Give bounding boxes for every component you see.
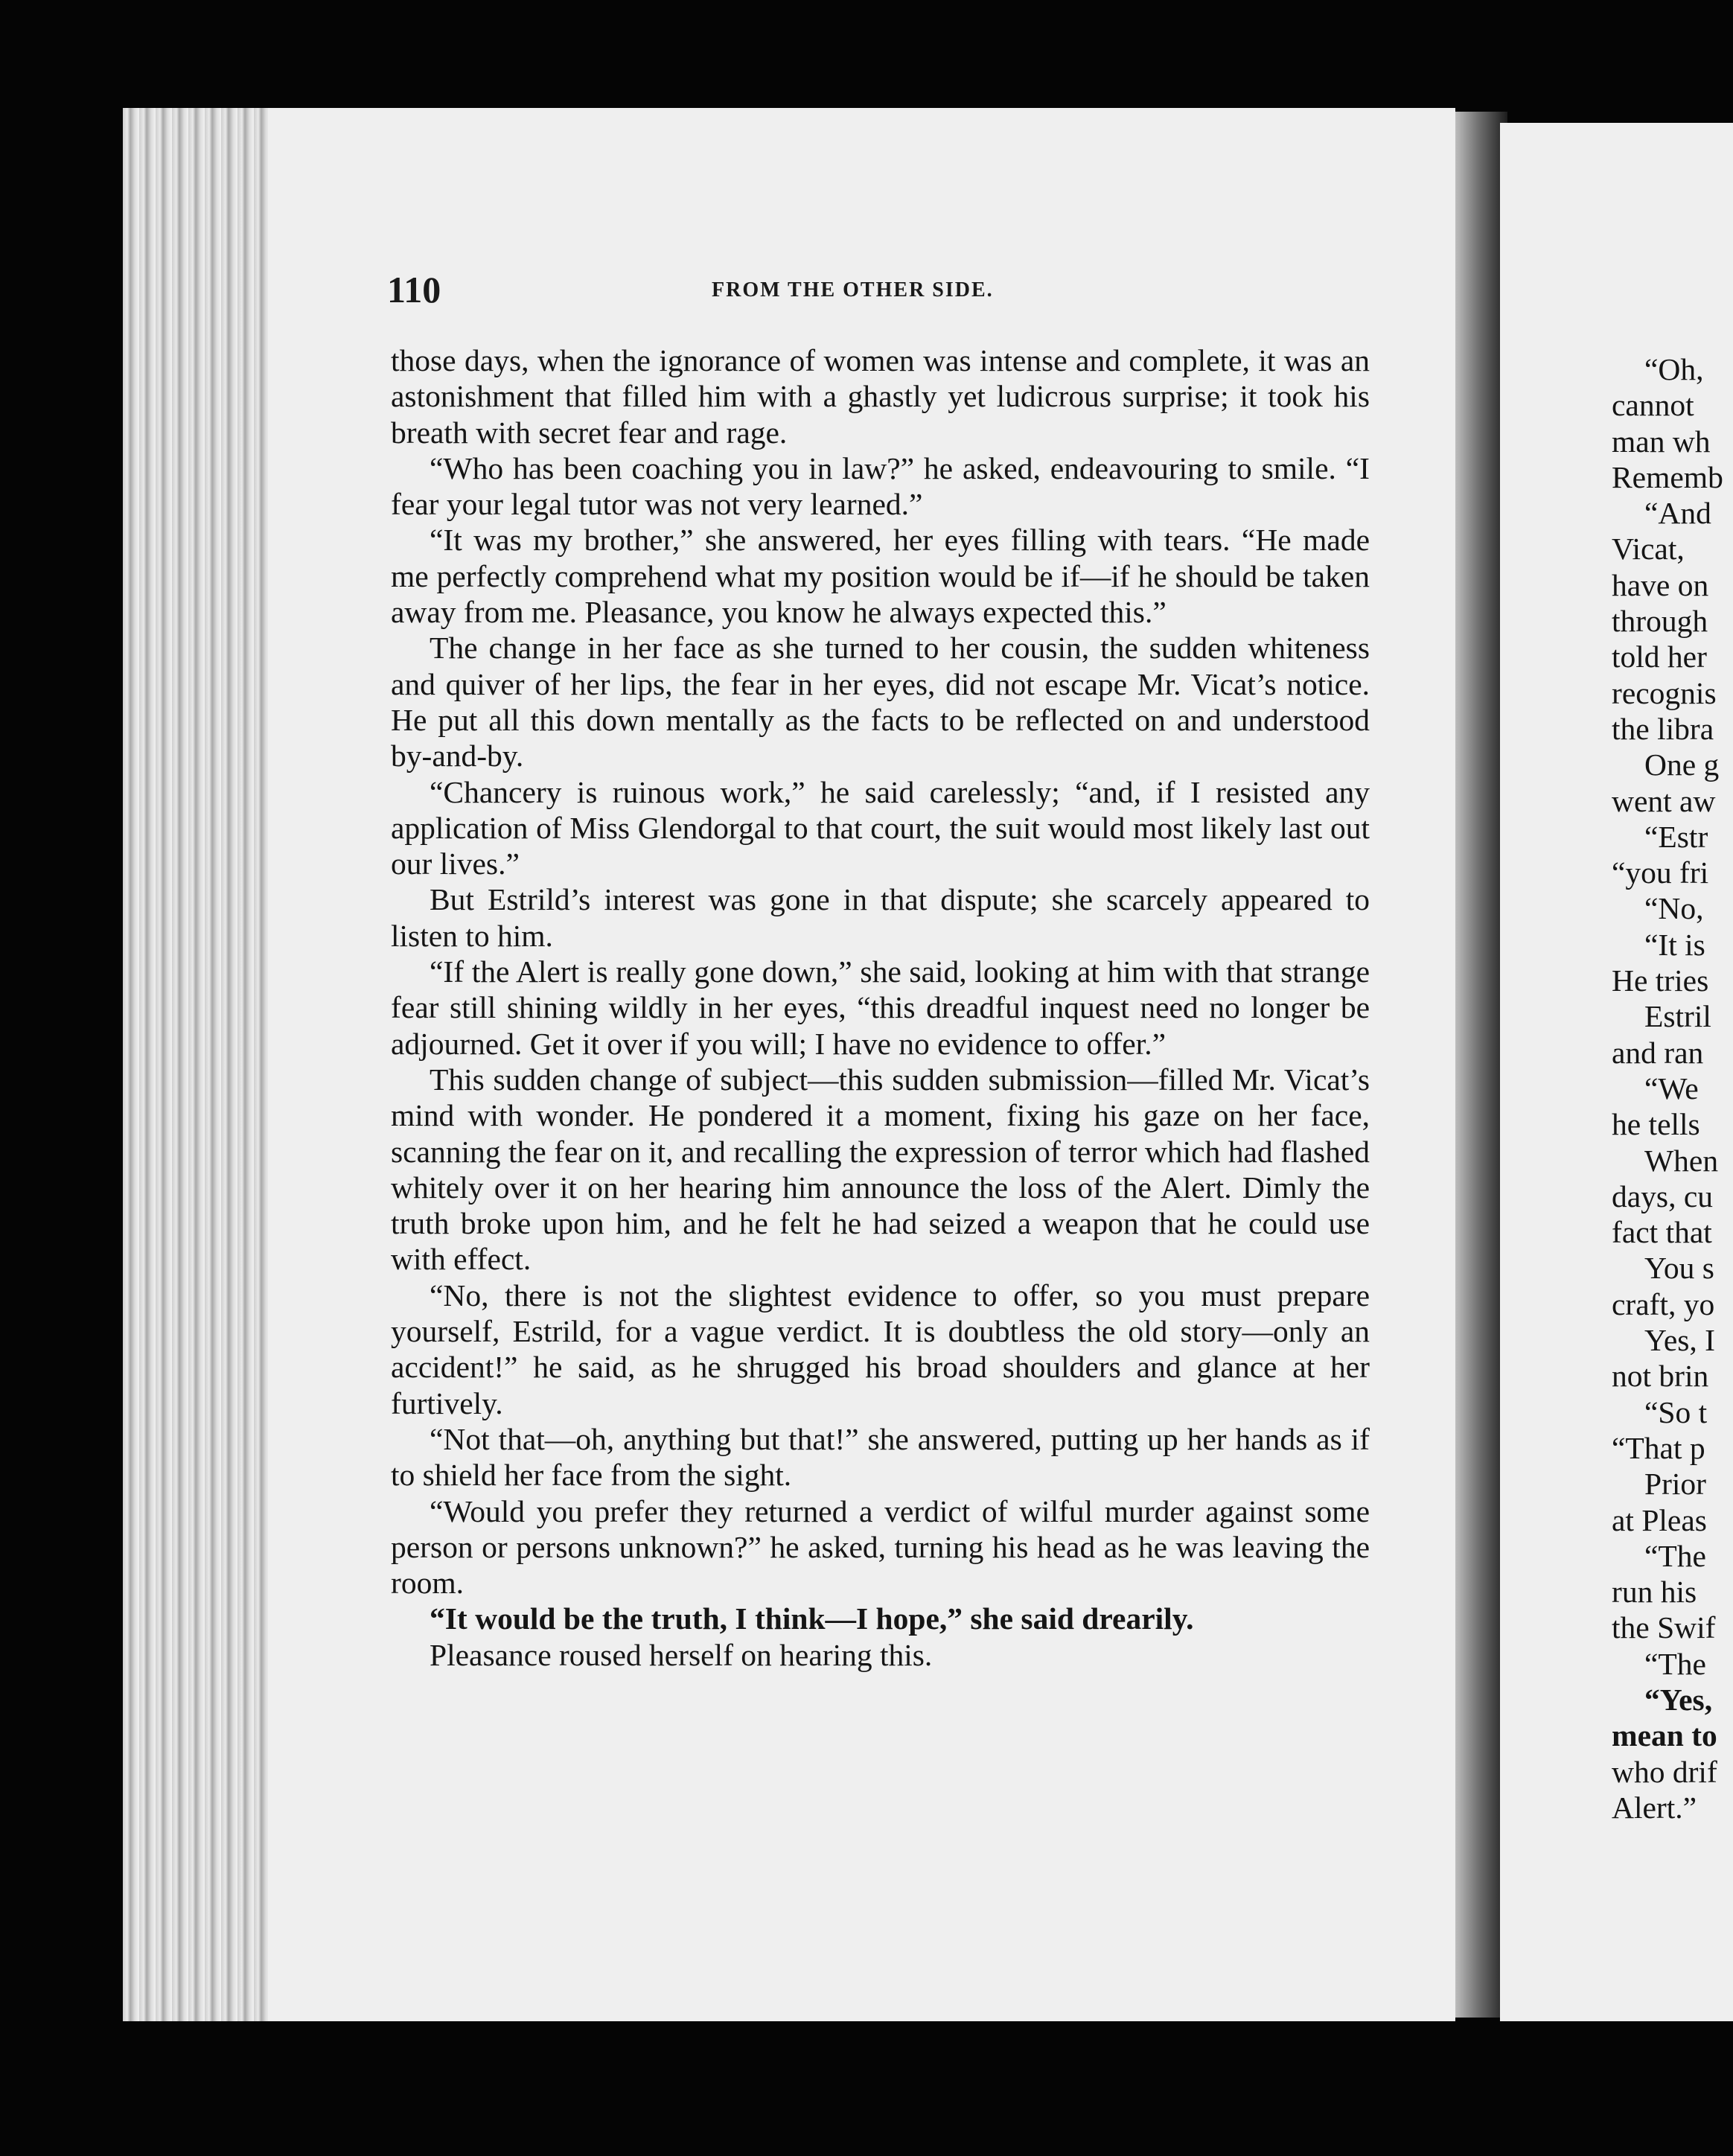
- right-line: who drif: [1612, 1754, 1717, 1789]
- right-line: cannot: [1612, 388, 1694, 423]
- paragraph: This sudden change of subject—this sudden submission—filled Mr. Vicat’s mind with wonder. He pondered it a moment, fixing his gaze on her face, scanning the fear on it, and recalling the expression of terror which had flashed whitely over it on her hearing him announce the loss of the Alert. Dimly the truth broke upon him, and he felt he had seized a weapon that he could use with effect.: [391, 1062, 1370, 1277]
- right-line: at Pleas: [1612, 1502, 1707, 1537]
- right-line: “The: [1644, 1646, 1706, 1681]
- right-line: “So t: [1644, 1394, 1708, 1429]
- right-line: mean to: [1612, 1718, 1717, 1753]
- paragraph: “It would be the truth, I think—I hope,” she said drearily.: [430, 1601, 1194, 1636]
- right-line: told her: [1612, 640, 1707, 674]
- right-line: have on: [1612, 567, 1709, 602]
- right-line: Alert.”: [1612, 1790, 1697, 1825]
- right-line: He tries: [1612, 963, 1709, 998]
- right-line: “Oh,: [1644, 352, 1704, 386]
- right-line: the Swif: [1612, 1610, 1716, 1645]
- paragraph: But Estrild’s interest was gone in that dispute; she scarcely appeared to listen to him.: [391, 882, 1370, 953]
- page-edges: [123, 108, 279, 2021]
- paragraph: “No, there is not the slightest evidence to offer, so you must prepare yourself, Estrild, for a vague verdict. It is doubtless the old story—only an accident!” he said, as he shrugged his broad shoulders and glance at her furtively.: [391, 1278, 1370, 1420]
- paragraph: “It was my brother,” she answered, her eyes filling with tears. “He made me perfectly comprehend what my position would be if—if he should be taken away from me. Pleasance, you know he always expected this.”: [391, 523, 1370, 630]
- right-line: “It is: [1644, 927, 1705, 962]
- paragraph: The change in her face as she turned to her cousin, the sudden whiteness and quiver of her lips, the fear in her eyes, did not escape Mr. Vicat’s notice. He put all this down mentally as the facts to be reflected on and understood by-and-by.: [391, 631, 1370, 774]
- right-line: Rememb: [1612, 459, 1723, 494]
- right-line: Estril: [1644, 999, 1711, 1034]
- left-page-body: [391, 342, 1370, 1673]
- right-line: “We: [1644, 1071, 1699, 1106]
- right-line: man wh: [1612, 424, 1711, 459]
- right-line: “That p: [1612, 1430, 1705, 1465]
- right-line: “And: [1644, 496, 1711, 531]
- right-line: Vicat,: [1612, 532, 1685, 567]
- right-line: Prior: [1644, 1467, 1706, 1502]
- paragraph: those days, when the ignorance of women was intense and complete, it was an astonishment that filled him with a ghastly yet ludicrous surprise; it took his breath with secret fear and rage.: [391, 343, 1370, 450]
- right-line: the libra: [1612, 711, 1714, 746]
- paragraph: “If the Alert is really gone down,” she said, looking at him with that strange fear still shining wildly in her eyes, “this dreadful inquest need no longer be adjourned. Get it over if you will; I have no evidence to offer.”: [391, 954, 1370, 1061]
- right-line: he tells: [1612, 1107, 1700, 1142]
- right-line: “No,: [1644, 891, 1704, 926]
- paragraph: Pleasance roused herself on hearing this.: [430, 1637, 933, 1672]
- right-line: fact that: [1612, 1215, 1712, 1250]
- right-line: days, cu: [1612, 1179, 1713, 1213]
- running-head: [387, 268, 1370, 313]
- running-title: FROM THE OTHER SIDE.: [712, 278, 994, 302]
- right-line: recognis: [1612, 675, 1717, 710]
- paragraph: “Chancery is ruinous work,” he said carelessly; “and, if I resisted any application of Miss Glendorgal to that court, the suit would most likely last out our lives.”: [391, 774, 1370, 881]
- right-line: and ran: [1612, 1035, 1704, 1070]
- paragraph: “Would you prefer they returned a verdict of wilful murder against some person or persons unknown?” he asked, turning his head as he was leaving the room.: [391, 1493, 1370, 1601]
- paragraph: “Who has been coaching you in law?” he asked, endeavouring to smile. “I fear your legal tutor was not very learned.”: [391, 450, 1370, 522]
- right-line: You s: [1644, 1251, 1714, 1286]
- right-page-fragments: [1612, 351, 1733, 1825]
- right-line: not brin: [1612, 1359, 1709, 1394]
- right-line: “The: [1644, 1538, 1706, 1573]
- right-line: went aw: [1612, 783, 1716, 818]
- right-line: “Yes,: [1644, 1682, 1713, 1717]
- right-line: One g: [1644, 747, 1720, 782]
- right-line: through: [1612, 604, 1708, 639]
- right-line: When: [1644, 1143, 1719, 1178]
- right-line: craft, yo: [1612, 1286, 1715, 1321]
- right-line: “you fri: [1612, 855, 1709, 890]
- paragraph: “Not that—oh, anything but that!” she answered, putting up her hands as if to shield her face from the sight.: [391, 1421, 1370, 1493]
- right-line: Yes, I: [1644, 1323, 1715, 1358]
- page-number: 110: [387, 269, 441, 310]
- right-line: run his: [1612, 1575, 1697, 1610]
- right-line: “Estr: [1644, 819, 1708, 854]
